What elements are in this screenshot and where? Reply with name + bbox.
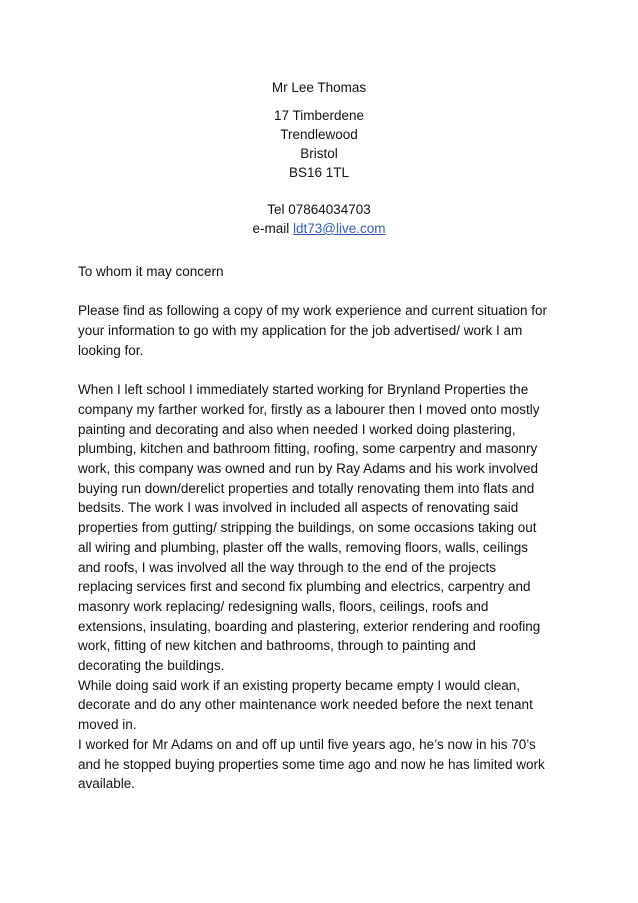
text-line: decorating the buildings. [78,658,225,674]
address-line-3: Bristol [300,146,338,161]
text-line: extensions, insulating, boarding and plastering, exterior rendering and roofing [78,618,541,634]
email-label: e-mail [252,221,290,236]
text-line: plumbing, kitchen and bathroom fitting, roofing, some carpentry and masonry [78,441,538,457]
sender-name: Mr Lee Thomas [271,80,367,95]
text-line: properties from gutting/ stripping the buildings, on some occasions taking out [78,520,537,536]
text-line: work, fitting of new kitchen and bathrooms, through to painting and [78,638,476,654]
tel-label: Tel [267,202,285,217]
text-line: painting and decorating and also when needed I worked doing plastering, [78,421,516,437]
text-line: work, this company was owned and run by Ray Adams and his work involved [78,461,538,476]
paragraph-2 [78,380,578,676]
text-line: Please find as following a copy of my work experience and current situation for [78,303,547,319]
text-line: all wiring and plumbing, plaster off the walls, removing floors, walls, ceilings [78,539,528,555]
text-line: available. [78,776,136,792]
email-link[interactable]: ldt73@live.com [293,221,386,236]
paragraph-1 [78,301,578,360]
text-line: While doing said work if an existing property became empty I would clean, [78,677,520,693]
telephone-line [0,200,638,219]
text-line: I worked for Mr Adams on and off up until five years ago, he’s now in his 70’s [78,736,536,752]
address-line-2: Trendlewood [280,127,358,142]
address-line-1: 17 Timberdene [273,108,365,123]
letter-header [0,78,638,238]
text-line: buying run down/derelict properties and totally renovating them into flats and [78,480,535,496]
greeting: To whom it may concern [78,264,224,279]
paragraph-3 [78,676,578,735]
text-line: and roofs, I was involved all the way through to the end of the projects [78,559,496,575]
email-line [0,219,638,238]
letter-body [78,262,578,794]
text-line: looking for. [78,342,144,358]
text-line: company my farther worked for, firstly as a labourer then I moved onto mostly [78,401,540,417]
text-line: masonry work replacing/ redesigning walls, floors, ceilings, roofs and [78,598,489,614]
text-line: and he stopped buying properties some time ago and now he has limited work [78,756,545,772]
text-line: replacing services first and second fix plumbing and electrics, carpentry and [78,579,531,595]
text-line: your information to go with my application for the job advertised/ work I am [78,323,523,339]
postcode: BS16 1TL [288,165,350,180]
paragraph-4 [78,735,578,794]
text-line: moved in. [78,717,137,733]
text-line: decorate and do any other maintenance work needed before the next tenant [78,697,533,713]
tel-number: 07864034703 [288,202,371,217]
text-line: When I left school I immediately started working for Brynland Properties the [78,382,529,398]
text-line: bedsits. The work I was involved in included all aspects of renovating said [78,500,519,516]
